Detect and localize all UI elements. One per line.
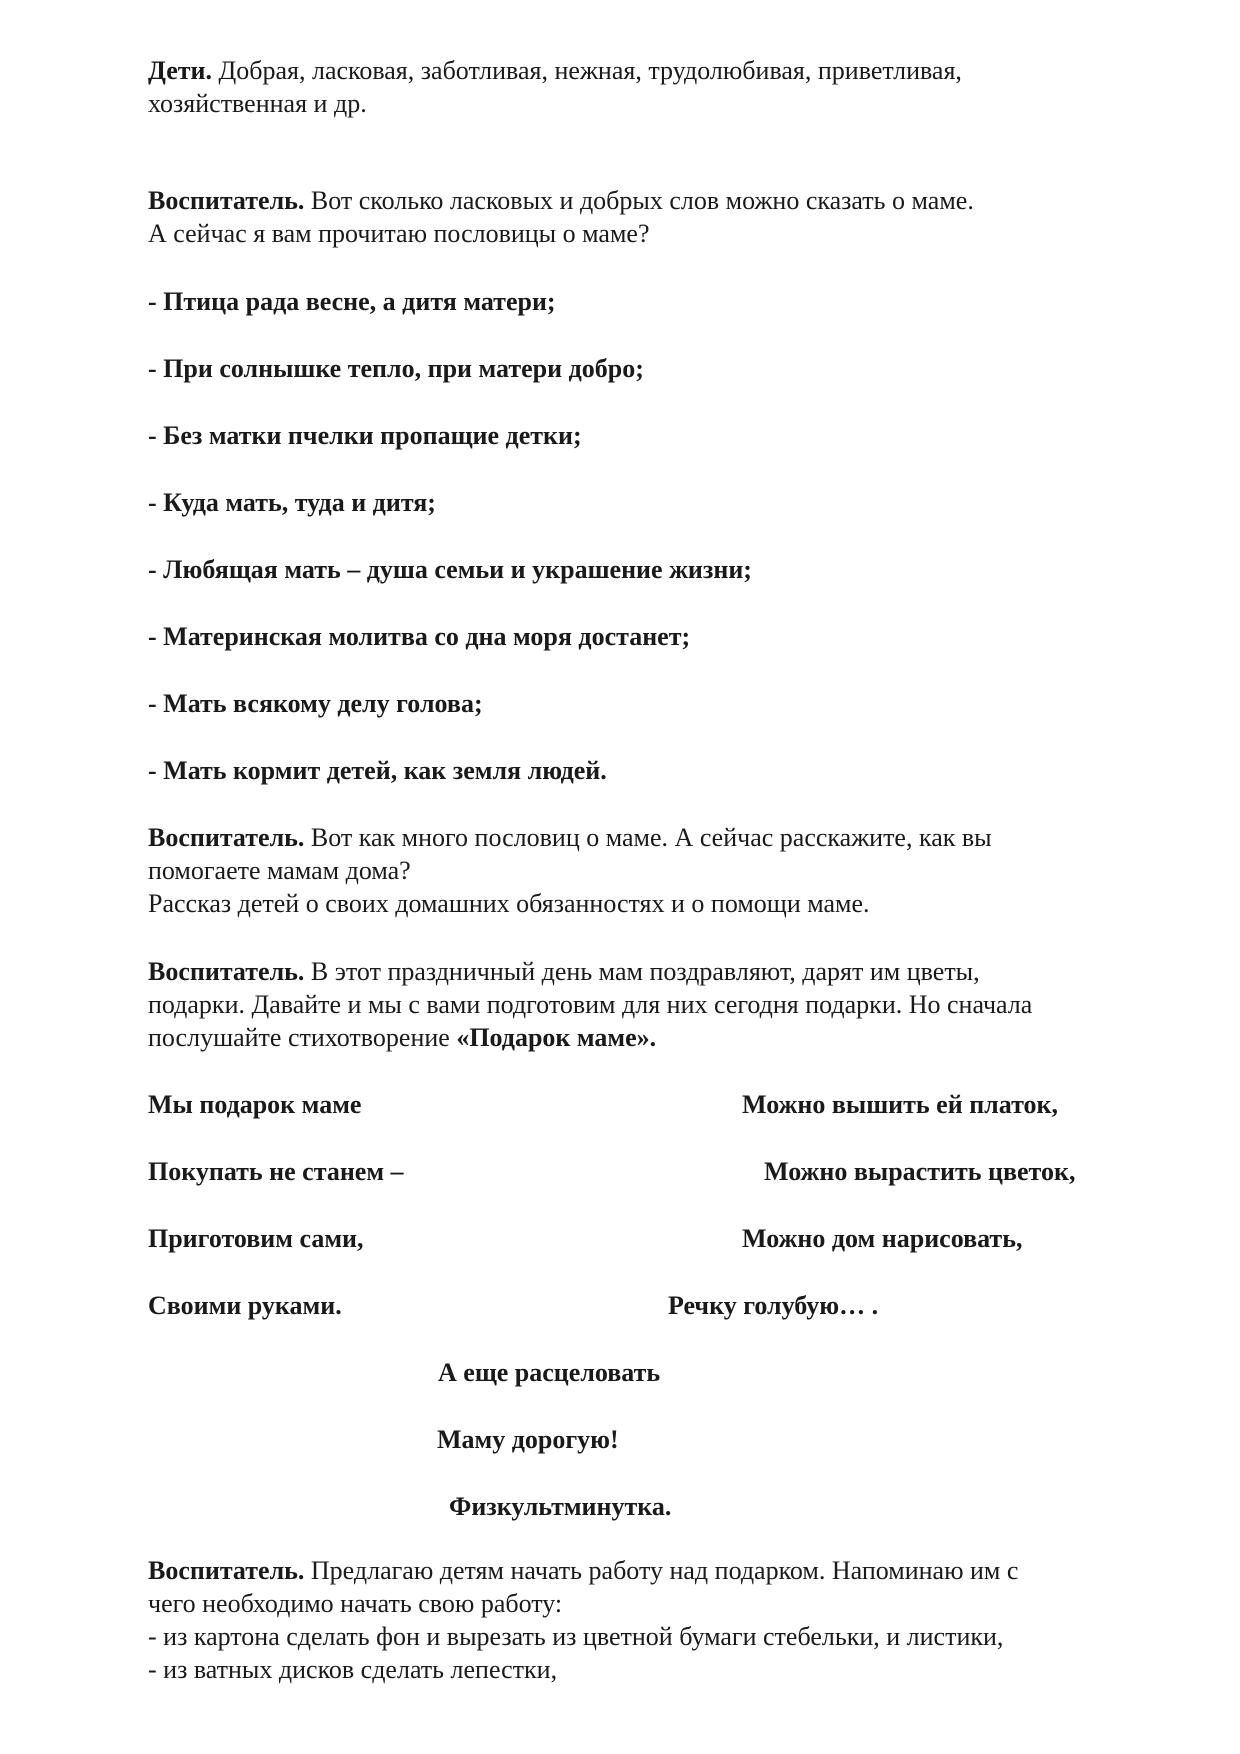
speaker-teacher: Воспитатель. [148,957,305,986]
proverb: - Любящая мать – душа семьи и украшение жизни; [148,555,752,584]
speaker-teacher: Воспитатель. [148,1556,305,1585]
poem-line-left: Приготовим сами, [148,1224,364,1253]
speaker-children: Дети. [148,56,212,85]
teacher-remark-3-line-2: подарки. Давайте и мы с вами подготовим для них сегодня подарки. Но сначала [148,990,1033,1019]
teacher-remark-3-line-3: послушайте стихотворение [148,1023,450,1052]
teacher-remark-4-line-1: Предлагаю детям начать работу над подарком. Напоминаю им с [310,1556,1019,1585]
speaker-teacher: Воспитатель. [148,823,305,852]
poem-line-right: Речку голубую… . [668,1291,879,1320]
proverb: - Материнская молитва со дна моря достанет; [148,622,691,651]
children-answer [148,54,1148,120]
poem-line-right: Можно дом нарисовать, [742,1224,1023,1253]
poem-line-right: Можно вышить ей платок, [742,1090,1058,1119]
teacher-remark-3 [148,955,1148,1054]
teacher-remark-4-line-3: - из картона сделать фон и вырезать из цветной бумаги стебельки, и листики, [148,1622,1004,1651]
poem-line-center: А еще расцеловать [438,1358,661,1387]
proverb: - Без матки пчелки пропащие детки; [148,421,582,450]
teacher-remark-2-line-2: помогаете мамам дома? [148,856,411,885]
poem-line-right: Можно вырастить цветок, [764,1157,1076,1186]
poem-line-left: Покупать не станем – [148,1157,404,1186]
teacher-remark-4-line-2: чего необходимо начать свою работу: [148,1589,563,1618]
poem-title: «Подарок маме». [456,1023,657,1052]
speaker-teacher: Воспитатель. [148,186,305,215]
teacher-remark-2-line-1: Вот как много пословиц о маме. А сейчас расскажите, как вы [310,823,992,852]
teacher-remark-2 [148,821,1148,920]
proverb: - Птица рада весне, а дитя матери; [148,287,556,316]
proverb: - При солнышке тепло, при матери добро; [148,354,644,383]
teacher-remark-1-line-1: Вот сколько ласковых и добрых слов можно сказать о маме. [310,186,974,215]
teacher-remark-4 [148,1554,1148,1686]
proverb: - Куда мать, туда и дитя; [148,488,436,517]
proverb: - Мать всякому делу голова; [148,689,483,718]
poem-line-center: Маму дорогую! [437,1425,619,1454]
teacher-remark-3-line-1: В этот праздничный день мам поздравляют, дарят им цветы, [310,957,980,986]
teacher-remark-1 [148,184,1148,250]
children-answer-line-1: Добрая, ласковая, заботливая, нежная, трудолюбивая, приветливая, [218,56,962,85]
poem-line-left: Мы подарок маме [148,1090,362,1119]
poem-line-left: Своими руками. [148,1291,342,1320]
physical-break-heading: Физкультминутка. [449,1492,672,1521]
children-answer-line-2: хозяйственная и др. [148,89,367,118]
teacher-remark-1-line-2: А сейчас я вам прочитаю пословицы о маме? [148,219,650,248]
proverb: - Мать кормит детей, как земля людей. [148,756,607,785]
teacher-remark-2-line-3: Рассказ детей о своих домашних обязанностях и о помощи маме. [148,889,870,918]
teacher-remark-4-line-4: - из ватных дисков сделать лепестки, [148,1655,558,1684]
